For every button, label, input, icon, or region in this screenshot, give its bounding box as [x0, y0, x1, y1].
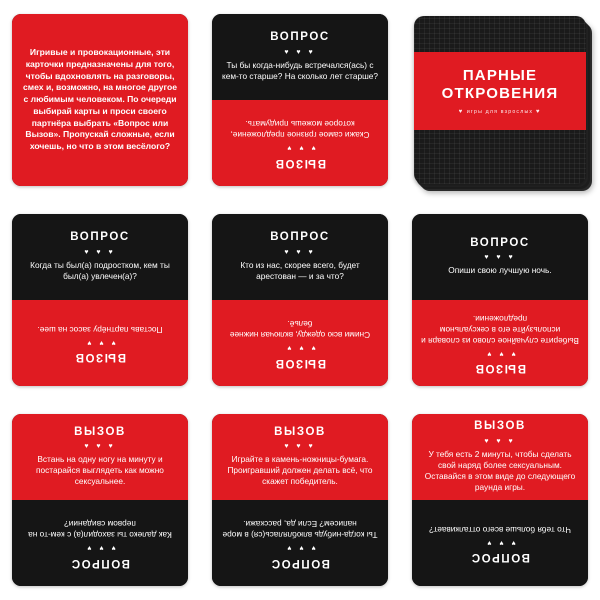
card-label-challenge: ВЫЗОВ [274, 356, 326, 369]
card-label-question: ВОПРОС [270, 231, 330, 244]
hearts-icon: ♥ ♥ ♥ [84, 443, 116, 451]
hearts-icon: ♥ ♥ ♥ [284, 544, 316, 552]
card-bottom-text: Выберите случайное слово из словаря и используйте его в сексуальном предложении. [421, 313, 579, 346]
card-bottom-question [212, 500, 388, 586]
card-bottom-challenge [212, 100, 388, 186]
card-top-question [212, 214, 388, 300]
card-label-challenge: ВЫЗОВ [474, 420, 526, 433]
intro-card-text: Игривые и провокационные, эти карточки предназначены для того, чтобы вдохновлять на разговоры, смех и, возможно, на многое другое с любимым человеком. По очереди выбирай карты и проси своего партнёра выбрать «Вопрос или Вызов». Пропускай сложные, если хочешь, но что в этом весёлого? [23, 47, 177, 152]
card-label-challenge: ВЫЗОВ [74, 351, 126, 364]
deck-title-line2: ОТКРОВЕНИЯ [441, 84, 559, 102]
card-question-best-night[interactable] [412, 214, 588, 386]
card-top-text: У тебя есть 2 минуты, чтобы сделать свой наряд более сексуальным. Оставайся в этом виде до следующего раунда игры. [424, 448, 576, 492]
card-question-arrested[interactable] [212, 214, 388, 386]
hearts-icon: ♥ ♥ ♥ [484, 538, 516, 546]
hearts-icon: ♥ ♥ ♥ [284, 144, 316, 152]
grid-cell-card-challenge-one-leg [0, 400, 200, 600]
card-top-question [12, 214, 188, 300]
card-top-text: Кто из нас, скорее всего, будет арестован — и за что? [240, 259, 360, 281]
grid-cell-card-challenge-sexy-outfit [400, 400, 600, 600]
card-question-teen-crush[interactable] [12, 214, 188, 386]
hearts-icon: ♥ ♥ ♥ [484, 437, 516, 445]
card-label-question: ВОПРОС [70, 556, 130, 569]
grid-cell-intro [0, 0, 200, 200]
card-bottom-text: Сними всю одежду, включая нижнее бельё. [229, 319, 371, 341]
card-challenge-sexy-outfit[interactable] [412, 414, 588, 586]
card-label-question: ВОПРОС [470, 236, 530, 249]
card-challenge-one-leg[interactable] [12, 414, 188, 586]
deck-box[interactable] [414, 16, 586, 184]
card-challenge-rock-paper[interactable] [212, 414, 388, 586]
card-label-challenge: ВЫЗОВ [474, 362, 526, 375]
hearts-icon: ♥ ♥ ♥ [84, 248, 116, 256]
card-top-text: Ты бы когда-нибудь встречался(ась) с кем-то старше? На сколько лет старше? [222, 59, 378, 81]
card-bottom-challenge [412, 300, 588, 386]
hearts-icon: ♥ ♥ ♥ [284, 48, 316, 56]
heart-icon-right: ♥ [535, 108, 542, 115]
card-bottom-text: Ты когда-нибудь влюблялась(ся) в море написем? Если да, расскажи. [222, 519, 378, 541]
card-bottom-question [12, 500, 188, 586]
card-top-text: Играйте в камень-ножницы-бумага. Проигравший должен делать всё, что скажет победитель. [227, 454, 373, 487]
card-question-older[interactable] [212, 14, 388, 186]
card-bottom-text: Поставь партнёру засос на шее. [37, 324, 163, 335]
heart-icon-left: ♥ [458, 108, 465, 115]
card-top-challenge [212, 414, 388, 500]
card-label-question: ВОПРОС [270, 556, 330, 569]
grid-cell-card-challenge-rock-paper [200, 400, 400, 600]
intro-card[interactable] [12, 14, 188, 186]
card-label-question: ВОПРОС [470, 551, 530, 564]
grid-cell-card-question-teen-crush [0, 200, 200, 400]
grid-cell-deck [400, 0, 600, 200]
card-top-question [212, 14, 388, 100]
deck-subtitle-text: игры для взрослых [466, 108, 534, 115]
card-top-text: Опиши свою лучшую ночь. [448, 265, 552, 276]
card-top-question [412, 214, 588, 300]
card-label-challenge: ВЫЗОВ [74, 425, 126, 438]
deck-label-band [414, 52, 586, 130]
card-bottom-text: Что тебя больше всего отталкивает? [429, 524, 571, 535]
grid-cell-card-question-older [200, 0, 400, 200]
deck-stack[interactable] [411, 10, 589, 190]
card-label-challenge: ВЫЗОВ [274, 156, 326, 169]
hearts-icon: ♥ ♥ ♥ [284, 443, 316, 451]
deck-title-line1: ПАРНЫЕ [462, 67, 538, 85]
hearts-icon: ♥ ♥ ♥ [284, 344, 316, 352]
deck-subtitle [459, 109, 542, 115]
hearts-icon: ♥ ♥ ♥ [284, 248, 316, 256]
card-label-question: ВОПРОС [70, 231, 130, 244]
grid-cell-card-question-best-night [400, 200, 600, 400]
hearts-icon: ♥ ♥ ♥ [484, 254, 516, 262]
card-label-question: ВОПРОС [270, 31, 330, 44]
grid-cell-card-question-arrested [200, 200, 400, 400]
hearts-icon: ♥ ♥ ♥ [484, 349, 516, 357]
card-top-challenge [12, 414, 188, 500]
hearts-icon: ♥ ♥ ♥ [84, 338, 116, 346]
card-top-text: Когда ты был(а) подростком, кем ты был(а) увлечен(а)? [30, 259, 170, 281]
card-bottom-challenge [212, 300, 388, 386]
card-bottom-challenge [12, 300, 188, 386]
card-bottom-text: Скажи самое грязное предложение, которое можешь придумать. [230, 119, 370, 141]
card-top-text: Встань на одну ногу на минуту и постарайся выглядеть как можно сексуальнее. [36, 454, 164, 487]
hearts-icon: ♥ ♥ ♥ [84, 544, 116, 552]
intro-card-face [12, 14, 188, 186]
card-bottom-question [412, 500, 588, 586]
card-label-challenge: ВЫЗОВ [274, 425, 326, 438]
card-top-challenge [412, 414, 588, 500]
card-bottom-text: Как далеко ты заходил(а) с кем-то на первом свидании? [28, 519, 172, 541]
